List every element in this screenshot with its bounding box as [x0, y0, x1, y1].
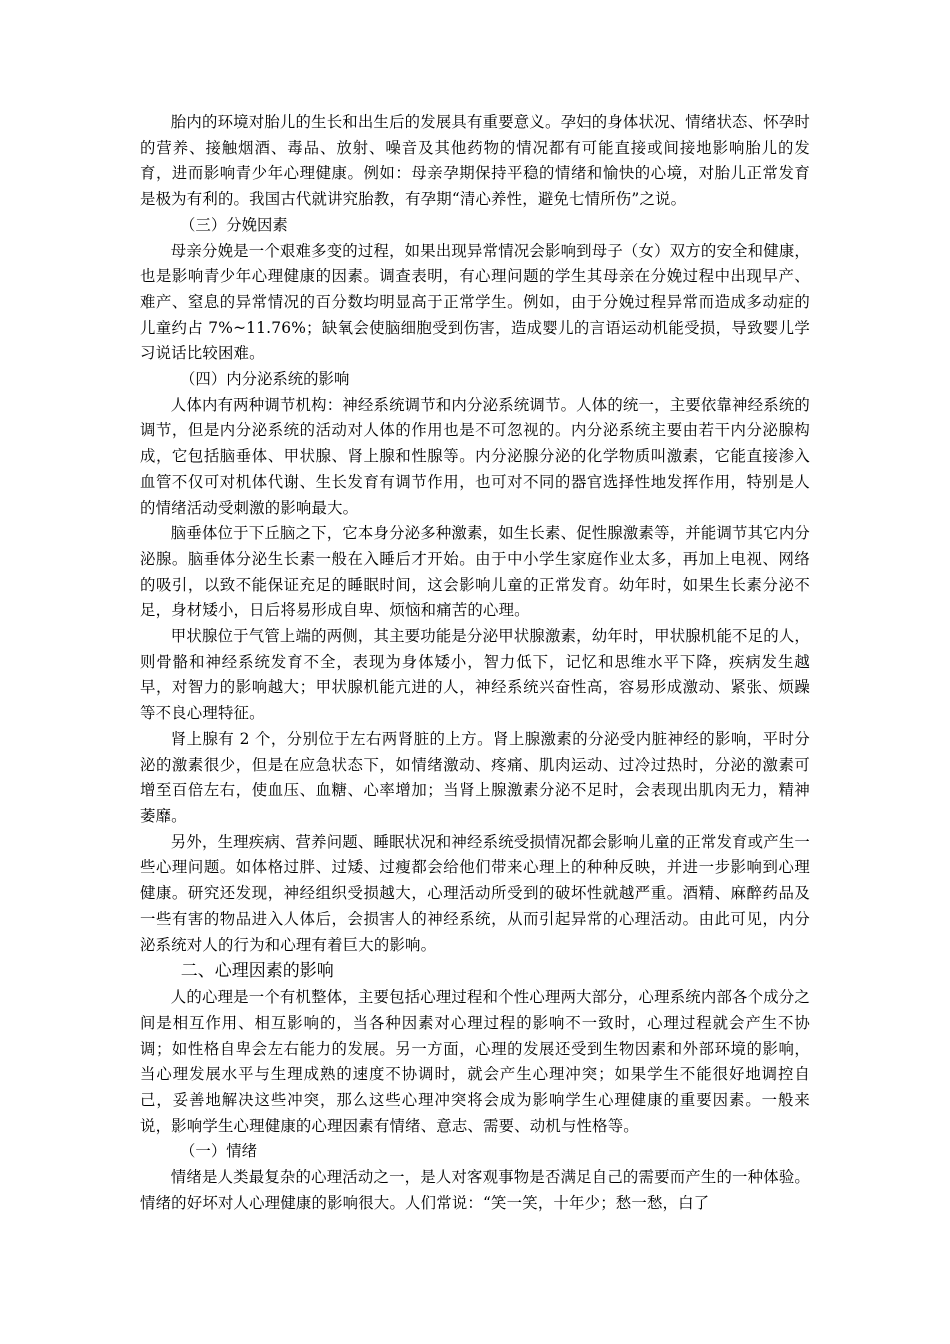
document-page: [140, 110, 810, 1217]
subheading-endocrine-system: （四）内分泌系统的影响: [180, 370, 350, 389]
paragraph-pituitary: 脑垂体位于下丘脑之下，它本身分泌多种激素，如生长素、促性腺激素等，并能调节其它内分泌腺。脑垂体分泌生长素一般在入睡后才开始。由于中小学生家庭作业太多，再加上电视、网络的吸引，以致不能保证充足的睡眠时间，这会影响儿童的正常发育。幼年时，如果生长素分泌不足，身材矮小，日后将易形成自卑、烦恼和痛苦的心理。: [140, 524, 811, 620]
paragraph-thyroid: 甲状腺位于气管上端的两侧，其主要功能是分泌甲状腺激素，幼年时，甲状腺机能不足的人，则骨骼和神经系统发育不全，表现为身体矮小，智力低下，记忆和思维水平下降，疾病发生越早，对智力的影响越大；甲状腺机能亢进的人，神经系统兴奋性高，容易形成激动、紧张、烦躁等不良心理特征。: [140, 627, 811, 723]
subheading-childbirth-factors: （三）分娩因素: [180, 215, 288, 234]
paragraph-childbirth: 母亲分娩是一个艰难多变的过程，如果出现异常情况会影响到母子（女）双方的安全和健康，也是影响青少年心理健康的因素。调查表明，有心理问题的学生其母亲在分娩过程中出现早产、难产、窒息的异常情况的百分数均明显高于正常学生。例如，由于分娩过程异常而造成多动症的儿童约占 7%~11.76%；缺氧会使脑细胞受到伤害，造成婴儿的言语运动机能受损，导致婴儿学习说话比较困难。: [140, 241, 811, 363]
paragraph-psychology-whole: 人的心理是一个有机整体，主要包括心理过程和个性心理两大部分，心理系统内部各个成分之间是相互作用、相互影响的，当各种因素对心理过程的影响不一致时，心理过程就会产生不协调；如性格自卑会左右能力的发展。另一方面，心理的发展还受到生物因素和外部环境的影响，当心理发展水平与生理成熟的速度不协调时，就会产生心理冲突；如果学生不能很好地调控自己，妥善地解决这些冲突，那么这些心理冲突将会成为影响学生心理健康的重要因素。一般来说，影响学生心理健康的心理因素有情绪、意志、需要、动机与性格等。: [140, 988, 811, 1135]
section-heading-psychological-factors: 二、心理因素的影响: [180, 961, 334, 982]
subheading-emotion: （一）情绪: [180, 1142, 257, 1161]
paragraph-adrenal: 肾上腺有 2 个，分别位于左右两肾脏的上方。肾上腺激素的分泌受内脏神经的影响，平时分泌的激素很少，但是在应急状态下，如情绪激动、疼痛、肌肉运动、过冷过热时，分泌的激素可增至百倍左右，使血压、血糖、心率增加；当肾上腺激素分泌不足时，会表现出肌肉无力，精神萎靡。: [140, 729, 810, 825]
paragraph-emotion: 情绪是人类最复杂的心理活动之一，是人对客观事物是否满足自己的需要而产生的一种体验。情绪的好坏对人心理健康的影响很大。人们常说：“笑一笑，十年少；愁一愁，白了: [140, 1168, 811, 1212]
paragraph-prenatal-environment: 胎内的环境对胎儿的生长和出生后的发展具有重要意义。孕妇的身体状况、情绪状态、怀孕时的营养、接触烟酒、毒品、放射、噪音及其他药物的情况都有可能直接或间接地影响胎儿的发育，进而影响青少年心理健康。例如：母亲孕期保持平稳的情绪和愉快的心境，对胎儿正常发育是极为有利的。我国古代就讲究胎教，有孕期“清心养性，避免七情所伤”之说。: [140, 113, 811, 209]
paragraph-other-factors: 另外，生理疾病、营养问题、睡眠状况和神经系统受损情况都会影响儿童的正常发育或产生一些心理问题。如体格过胖、过矮、过瘦都会给他们带来心理上的种种反映，并进一步影响到心理健康。研究还发现，神经组织受损越大，心理活动所受到的破坏性就越严重。酒精、麻醉药品及一些有害的物品进入人体后，会损害人的神经系统，从而引起异常的心理活动。由此可见，内分泌系统对人的行为和心理有着巨大的影响。: [140, 832, 811, 954]
paragraph-regulation: 人体内有两种调节机构：神经系统调节和内分泌系统调节。人体的统一，主要依靠神经系统的调节，但是内分泌系统的活动对人体的作用也是不可忽视的。内分泌系统主要由若干内分泌腺构成，它包括脑垂体、甲状腺、肾上腺和性腺等。内分泌腺分泌的化学物质叫激素，它能直接渗入血管不仅可对机体代谢、生长发育有调节作用，也可对不同的器官选择性地发挥作用，特别是人的情绪活动受刺激的影响最大。: [140, 395, 811, 517]
